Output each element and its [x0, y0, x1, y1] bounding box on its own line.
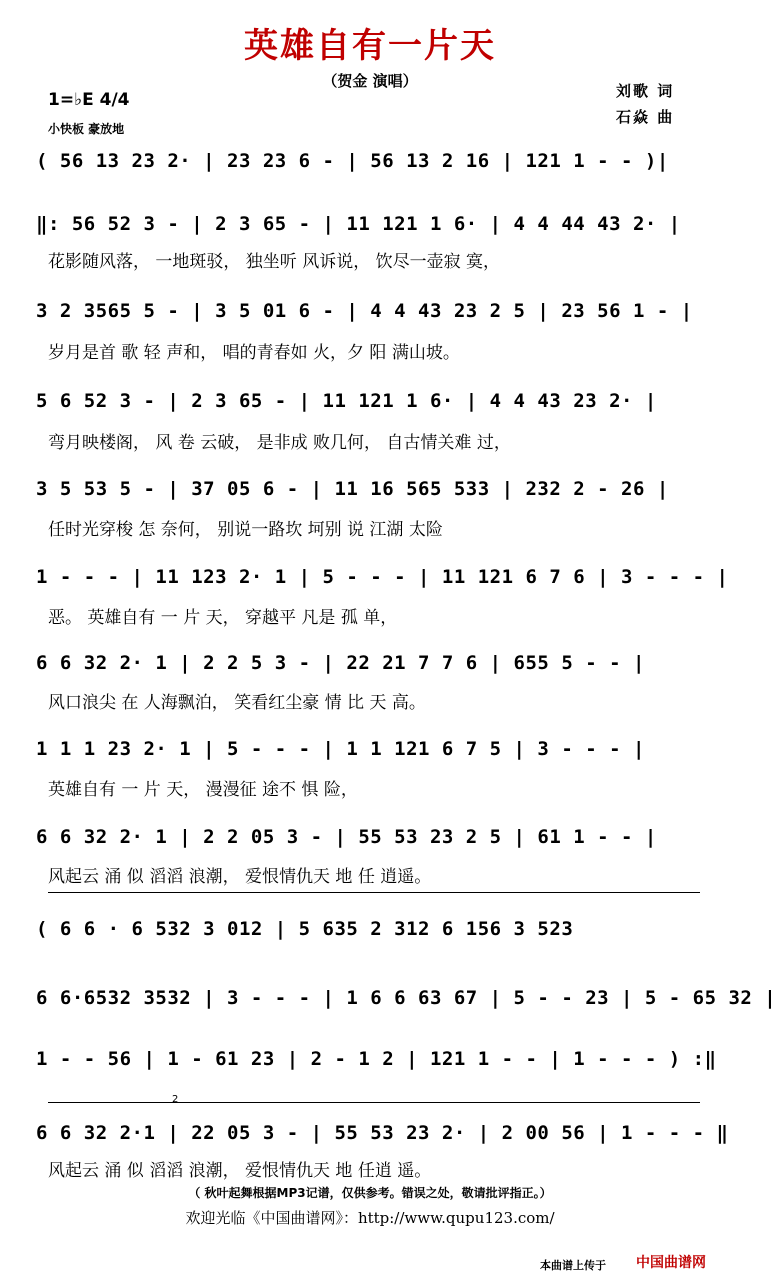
lyric-line: 英雄自有 一 片 天， 漫漫征 途不 惧 险， [48, 780, 358, 800]
music-line: 3 5 53 5 - | 37 05 6 - | 11 16 565 533 | 232 2 - 26 | [36, 478, 669, 500]
volta-number: 2 [172, 1094, 179, 1105]
lyric-line: 恶。 英雄自有 一 片 天， 穿越平 凡是 孤 单， [48, 608, 398, 628]
website-link[interactable]: 欢迎光临《中国曲谱网》：http://www.qupu123.com/ [185, 1209, 555, 1227]
intro-line: ( 56 13 23 2· | 23 23 6 - | 56 13 2 16 | 121 1 - - )| [36, 150, 669, 172]
interlude-line: 6 6·6532 3532 | 3 - - - | 1 6 6 63 67 | 5 - - 23 | 5 - 65 32 | [36, 987, 776, 1009]
volta-bracket-2 [48, 1102, 700, 1103]
music-line: 6 6 32 2· 1 | 2 2 5 3 - | 22 21 7 7 6 | 655 5 - - | [36, 652, 645, 674]
composer-credit: 石焱 曲 [616, 108, 675, 126]
lyric-line: 风口浪尖 在 人海飘泊， 笑看红尘豪 情 比 天 高。 [48, 693, 426, 713]
music-line: 1 - - - | 11 123 2· 1 | 5 - - - | 11 121 6 7 6 | 3 - - - | [36, 566, 729, 588]
lyric-line: 任时光穿梭 怎 奈何， 别说一路坎 坷别 说 江湖 太险 [48, 520, 443, 540]
lyricist-credit: 刘歌 词 [616, 82, 675, 100]
lyric-line: 岁月是首 歌 轻 声和， 唱的青春如 火，夕 阳 满山坡。 [48, 343, 460, 363]
music-line: 5 6 52 3 - | 2 3 65 - | 11 121 1 6· | 4 4 43 23 2· | [36, 390, 657, 412]
key-signature: 1=♭E 4/4 [48, 90, 130, 110]
music-line: 1 1 1 23 2· 1 | 5 - - - | 1 1 121 6 7 5 | 3 - - - | [36, 738, 645, 760]
interlude-line: 1 - - 56 | 1 - 61 23 | 2 - 1 2 | 121 1 - - | 1 - - - ) :‖ [36, 1048, 717, 1070]
ending-lyric-line: 风起云 涌 似 滔滔 浪潮， 爱恨情仇天 地 任逍 遥。 [48, 1161, 432, 1181]
lyric-line: 弯月映楼阁， 风 卷 云破， 是非成 败几何， 自古情关难 过， [48, 433, 511, 453]
transcription-note: （ 秋叶起舞根据MP3记谱，仅供参考。错误之处，敬请批评指正。） [188, 1186, 552, 1200]
music-line: 6 6 32 2· 1 | 2 2 05 3 - | 55 53 23 2 5 | 61 1 - - | [36, 826, 657, 848]
lyric-line: 风起云 涌 似 滔滔 浪潮， 爱恨情仇天 地 任 逍遥。 [48, 867, 432, 887]
music-line: 3 2 3565 5 - | 3 5 01 6 - | 4 4 43 23 2 5 | 23 56 1 - | [36, 300, 693, 322]
interlude-line: ( 6 6 · 6 532 3 012 | 5 635 2 312 6 156 3 523 [36, 918, 574, 940]
song-title: 英雄自有一片天 [244, 26, 496, 66]
upload-notice: 本曲谱上传于 [540, 1259, 606, 1272]
volta-bracket [48, 892, 700, 893]
music-line: ‖: 56 52 3 - | 2 3 65 - | 11 121 1 6· | 4 4 44 43 2· | [36, 213, 681, 235]
tempo-marking: 小快板 豪放地 [48, 122, 125, 136]
site-logo: 中国曲谱网 [636, 1255, 706, 1271]
ending-music-line: 6 6 32 2·1 | 22 05 3 - | 55 53 23 2· | 2 00 56 | 1 - - - ‖ [36, 1122, 729, 1144]
lyric-line: 花影随风落， 一地斑驳， 独坐听 风诉说， 饮尽一壶寂 寞， [48, 252, 501, 272]
performer: （贺金 演唱） [322, 72, 418, 90]
